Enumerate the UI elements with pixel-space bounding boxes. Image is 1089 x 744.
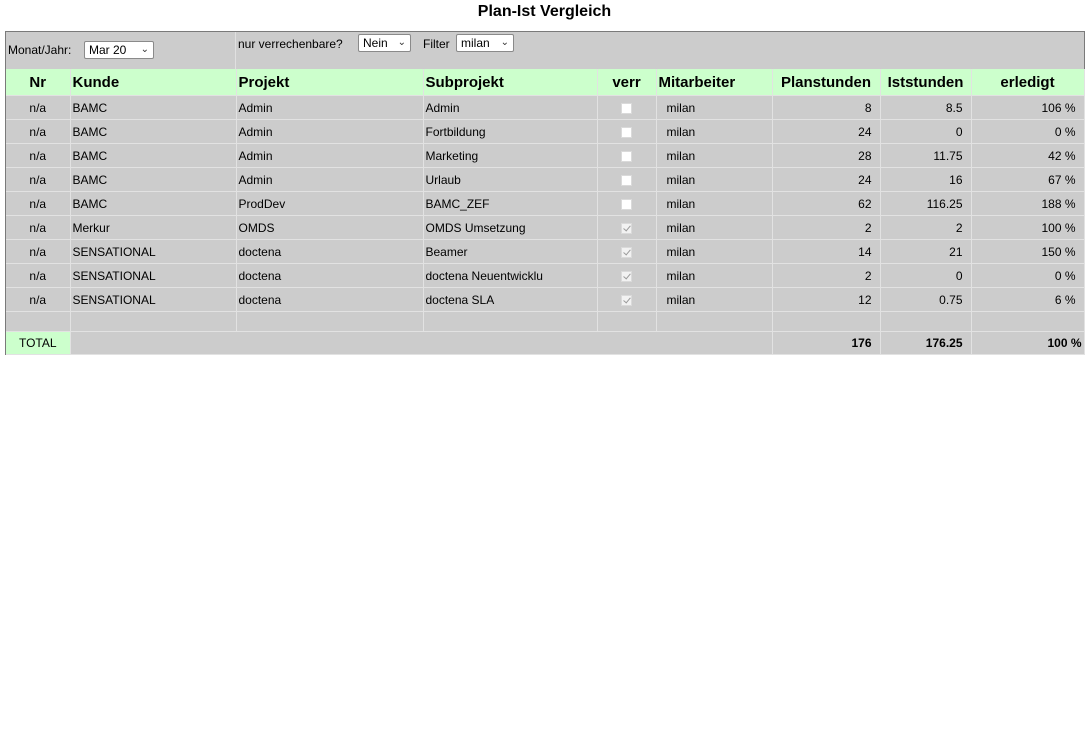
checked-checkbox-icon[interactable] xyxy=(621,295,632,306)
row-mitarbeiter: milan xyxy=(656,96,772,120)
filter-label: Filter xyxy=(423,37,450,51)
row-mitarbeiter: milan xyxy=(656,240,772,264)
header-nr[interactable]: Nr xyxy=(6,69,70,96)
row-projekt: Admin xyxy=(236,168,423,192)
row-erledigt: 67 % xyxy=(971,168,1084,192)
row-ist: 0 xyxy=(880,120,971,144)
row-subprojekt: BAMC_ZEF xyxy=(423,192,597,216)
row-verr-checkbox xyxy=(597,144,656,168)
row-plan: 2 xyxy=(772,264,880,288)
row-erledigt: 42 % xyxy=(971,144,1084,168)
row-erledigt: 6 % xyxy=(971,288,1084,312)
row-mitarbeiter: milan xyxy=(656,120,772,144)
total-spacer xyxy=(70,332,772,355)
row-erledigt: 0 % xyxy=(971,264,1084,288)
row-mitarbeiter: milan xyxy=(656,168,772,192)
row-erledigt: 100 % xyxy=(971,216,1084,240)
row-plan: 12 xyxy=(772,288,880,312)
unchecked-checkbox-icon[interactable] xyxy=(621,103,632,114)
spacer-row xyxy=(6,312,1084,332)
row-mitarbeiter: milan xyxy=(656,192,772,216)
table-row xyxy=(6,216,1084,240)
row-kunde: SENSATIONAL xyxy=(70,264,236,288)
unchecked-checkbox-icon[interactable] xyxy=(621,199,632,210)
row-erledigt: 188 % xyxy=(971,192,1084,216)
month-select-value: Mar 20 xyxy=(89,43,127,57)
row-ist: 116.25 xyxy=(880,192,971,216)
row-ist: 21 xyxy=(880,240,971,264)
row-ist: 16 xyxy=(880,168,971,192)
billable-label: nur verrechenbare? xyxy=(238,37,343,51)
row-erledigt: 106 % xyxy=(971,96,1084,120)
row-subprojekt: Beamer xyxy=(423,240,597,264)
row-nr: n/a xyxy=(6,288,70,312)
row-verr-checkbox xyxy=(597,288,656,312)
row-verr-checkbox xyxy=(597,240,656,264)
row-nr: n/a xyxy=(6,96,70,120)
chevron-down-icon: ⌄ xyxy=(500,37,509,48)
row-kunde: Merkur xyxy=(70,216,236,240)
table-row xyxy=(6,264,1084,288)
table-row xyxy=(6,192,1084,216)
table-row xyxy=(6,96,1084,120)
row-ist: 2 xyxy=(880,216,971,240)
row-kunde: BAMC xyxy=(70,144,236,168)
header-erledigt[interactable]: erledigt xyxy=(971,69,1084,96)
row-verr-checkbox xyxy=(597,96,656,120)
total-ist: 176.25 xyxy=(880,332,971,355)
row-mitarbeiter: milan xyxy=(656,288,772,312)
page-title: Plan-Ist Vergleich xyxy=(477,3,612,20)
row-kunde: BAMC xyxy=(70,120,236,144)
unchecked-checkbox-icon[interactable] xyxy=(621,127,632,138)
filter-bar xyxy=(6,32,1084,69)
row-nr: n/a xyxy=(6,264,70,288)
billable-select-value: Nein xyxy=(363,36,388,50)
row-kunde: SENSATIONAL xyxy=(70,240,236,264)
row-plan: 62 xyxy=(772,192,880,216)
row-ist: 8.5 xyxy=(880,96,971,120)
row-verr-checkbox xyxy=(597,120,656,144)
total-erledigt: 100 % xyxy=(971,332,1084,355)
table-row xyxy=(6,288,1084,312)
row-plan: 24 xyxy=(772,120,880,144)
checked-checkbox-icon[interactable] xyxy=(621,247,632,258)
chevron-down-icon: ⌄ xyxy=(140,44,149,55)
row-mitarbeiter: milan xyxy=(656,216,772,240)
row-erledigt: 150 % xyxy=(971,240,1084,264)
billable-select[interactable] xyxy=(358,34,411,52)
row-ist: 11.75 xyxy=(880,144,971,168)
row-projekt: ProdDev xyxy=(236,192,423,216)
header-kunde[interactable]: Kunde xyxy=(70,69,236,96)
row-subprojekt: OMDS Umsetzung xyxy=(423,216,597,240)
row-plan: 2 xyxy=(772,216,880,240)
row-nr: n/a xyxy=(6,192,70,216)
table-row xyxy=(6,240,1084,264)
table-row xyxy=(6,120,1084,144)
row-projekt: doctena xyxy=(236,288,423,312)
table-body xyxy=(6,96,1084,312)
row-kunde: BAMC xyxy=(70,96,236,120)
row-ist: 0.75 xyxy=(880,288,971,312)
row-projekt: OMDS xyxy=(236,216,423,240)
row-nr: n/a xyxy=(6,168,70,192)
total-row xyxy=(6,332,1084,355)
row-kunde: SENSATIONAL xyxy=(70,288,236,312)
row-verr-checkbox xyxy=(597,168,656,192)
row-verr-checkbox xyxy=(597,216,656,240)
unchecked-checkbox-icon[interactable] xyxy=(621,151,632,162)
comparison-table xyxy=(6,69,1085,355)
total-label: TOTAL xyxy=(6,332,70,355)
header-projekt[interactable]: Projekt xyxy=(236,69,423,96)
row-kunde: BAMC xyxy=(70,168,236,192)
total-plan: 176 xyxy=(772,332,880,355)
row-nr: n/a xyxy=(6,240,70,264)
row-subprojekt: Admin xyxy=(423,96,597,120)
report-panel xyxy=(5,31,1085,355)
row-projekt: Admin xyxy=(236,120,423,144)
row-plan: 8 xyxy=(772,96,880,120)
row-projekt: Admin xyxy=(236,144,423,168)
row-mitarbeiter: milan xyxy=(656,144,772,168)
row-subprojekt: Marketing xyxy=(423,144,597,168)
month-filter-cell xyxy=(6,32,236,69)
header-mitarbeiter[interactable]: Mitarbeiter xyxy=(656,69,772,96)
row-projekt: doctena xyxy=(236,264,423,288)
month-label: Monat/Jahr: xyxy=(8,43,72,57)
table-row xyxy=(6,144,1084,168)
row-projekt: Admin xyxy=(236,96,423,120)
table-row xyxy=(6,168,1084,192)
chevron-down-icon: ⌄ xyxy=(397,37,406,48)
header-planstunden[interactable]: Planstunden xyxy=(772,69,880,96)
row-nr: n/a xyxy=(6,120,70,144)
row-verr-checkbox xyxy=(597,192,656,216)
header-iststunden[interactable]: Iststunden xyxy=(880,69,971,96)
row-nr: n/a xyxy=(6,144,70,168)
header-verr[interactable]: verr xyxy=(597,69,656,96)
row-erledigt: 0 % xyxy=(971,120,1084,144)
unchecked-checkbox-icon[interactable] xyxy=(621,175,632,186)
row-projekt: doctena xyxy=(236,240,423,264)
checked-checkbox-icon[interactable] xyxy=(621,223,632,234)
row-ist: 0 xyxy=(880,264,971,288)
month-select[interactable] xyxy=(84,41,154,59)
checked-checkbox-icon[interactable] xyxy=(621,271,632,282)
row-subprojekt: Urlaub xyxy=(423,168,597,192)
row-subprojekt: doctena Neuentwicklu xyxy=(423,264,597,288)
row-plan: 28 xyxy=(772,144,880,168)
employee-filter-select[interactable] xyxy=(456,34,514,52)
header-subprojekt[interactable]: Subprojekt xyxy=(423,69,597,96)
table-header-row xyxy=(6,69,1084,96)
row-verr-checkbox xyxy=(597,264,656,288)
row-mitarbeiter: milan xyxy=(656,264,772,288)
row-kunde: BAMC xyxy=(70,192,236,216)
employee-filter-value: milan xyxy=(461,36,490,50)
row-plan: 14 xyxy=(772,240,880,264)
row-plan: 24 xyxy=(772,168,880,192)
row-subprojekt: doctena SLA xyxy=(423,288,597,312)
row-subprojekt: Fortbildung xyxy=(423,120,597,144)
row-nr: n/a xyxy=(6,216,70,240)
